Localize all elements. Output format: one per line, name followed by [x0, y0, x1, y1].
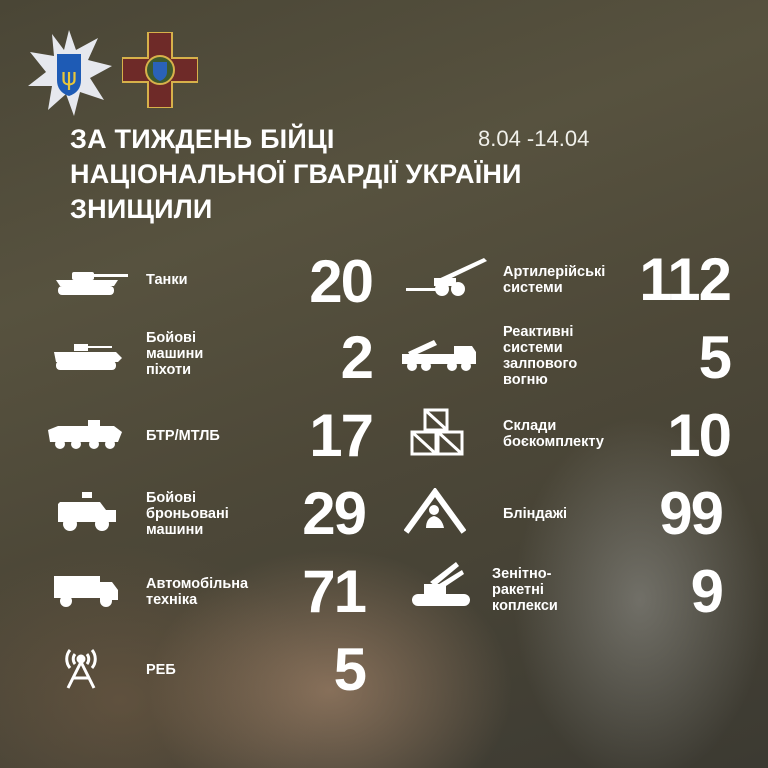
page-title: [70, 122, 522, 227]
value-artillery: 112: [639, 246, 730, 313]
value-tanks: 20: [309, 248, 372, 315]
label-ew: РЕБ: [146, 662, 176, 678]
label-artillery: Артилерійські системи: [503, 264, 606, 296]
title-line-1: ЗА ТИЖДЕНЬ БІЙЦІ: [70, 124, 335, 154]
apc-icon: [46, 418, 124, 450]
label-ifv: Бойові машини піхоти: [146, 330, 204, 378]
label-air-defense: Зенітно- ракетні коплекси: [492, 566, 558, 614]
value-ammo-depots: 10: [667, 402, 730, 469]
label-tanks: Танки: [146, 272, 188, 288]
national-guard-cross-logo: [122, 32, 198, 108]
label-vehicles: Автомобільна техніка: [146, 576, 249, 608]
ammo-crates-icon: [410, 408, 464, 456]
mlrs-icon: [396, 338, 478, 372]
label-armored-vehicles: Бойові броньовані машини: [146, 490, 229, 538]
dugout-icon: [404, 488, 466, 534]
value-mlrs: 5: [698, 324, 730, 391]
value-ew: 5: [333, 636, 365, 703]
value-armored-vehicles: 29: [302, 480, 365, 547]
title-line-2: НАЦІОНАЛЬНОЇ ГВАРДІЇ УКРАЇНИ: [70, 159, 522, 189]
label-apc: БТР/МТЛБ: [146, 428, 220, 444]
svg-text:ψ: ψ: [61, 63, 77, 91]
title-line-3: ЗНИЩИЛИ: [70, 194, 213, 224]
value-ifv: 2: [340, 324, 372, 391]
value-air-defense: 9: [690, 558, 722, 625]
armored-car-icon: [56, 490, 118, 532]
value-apc: 17: [309, 402, 372, 469]
artillery-icon: [404, 256, 488, 298]
air-defense-icon: [410, 560, 472, 610]
value-vehicles: 71: [302, 558, 365, 625]
ifv-icon: [52, 342, 124, 372]
police-emblem-logo: [26, 30, 112, 116]
label-mlrs: Реактивні системи залпового вогню: [503, 324, 578, 388]
truck-icon: [52, 574, 120, 608]
date-range: 8.04 -14.04: [478, 126, 590, 151]
ew-antenna-icon: [60, 644, 102, 690]
tank-icon: [52, 268, 130, 296]
label-ammo-depots: Склади боєкомплекту: [503, 418, 604, 450]
value-dugouts: 99: [659, 480, 722, 547]
label-dugouts: Бліндажі: [503, 506, 567, 522]
